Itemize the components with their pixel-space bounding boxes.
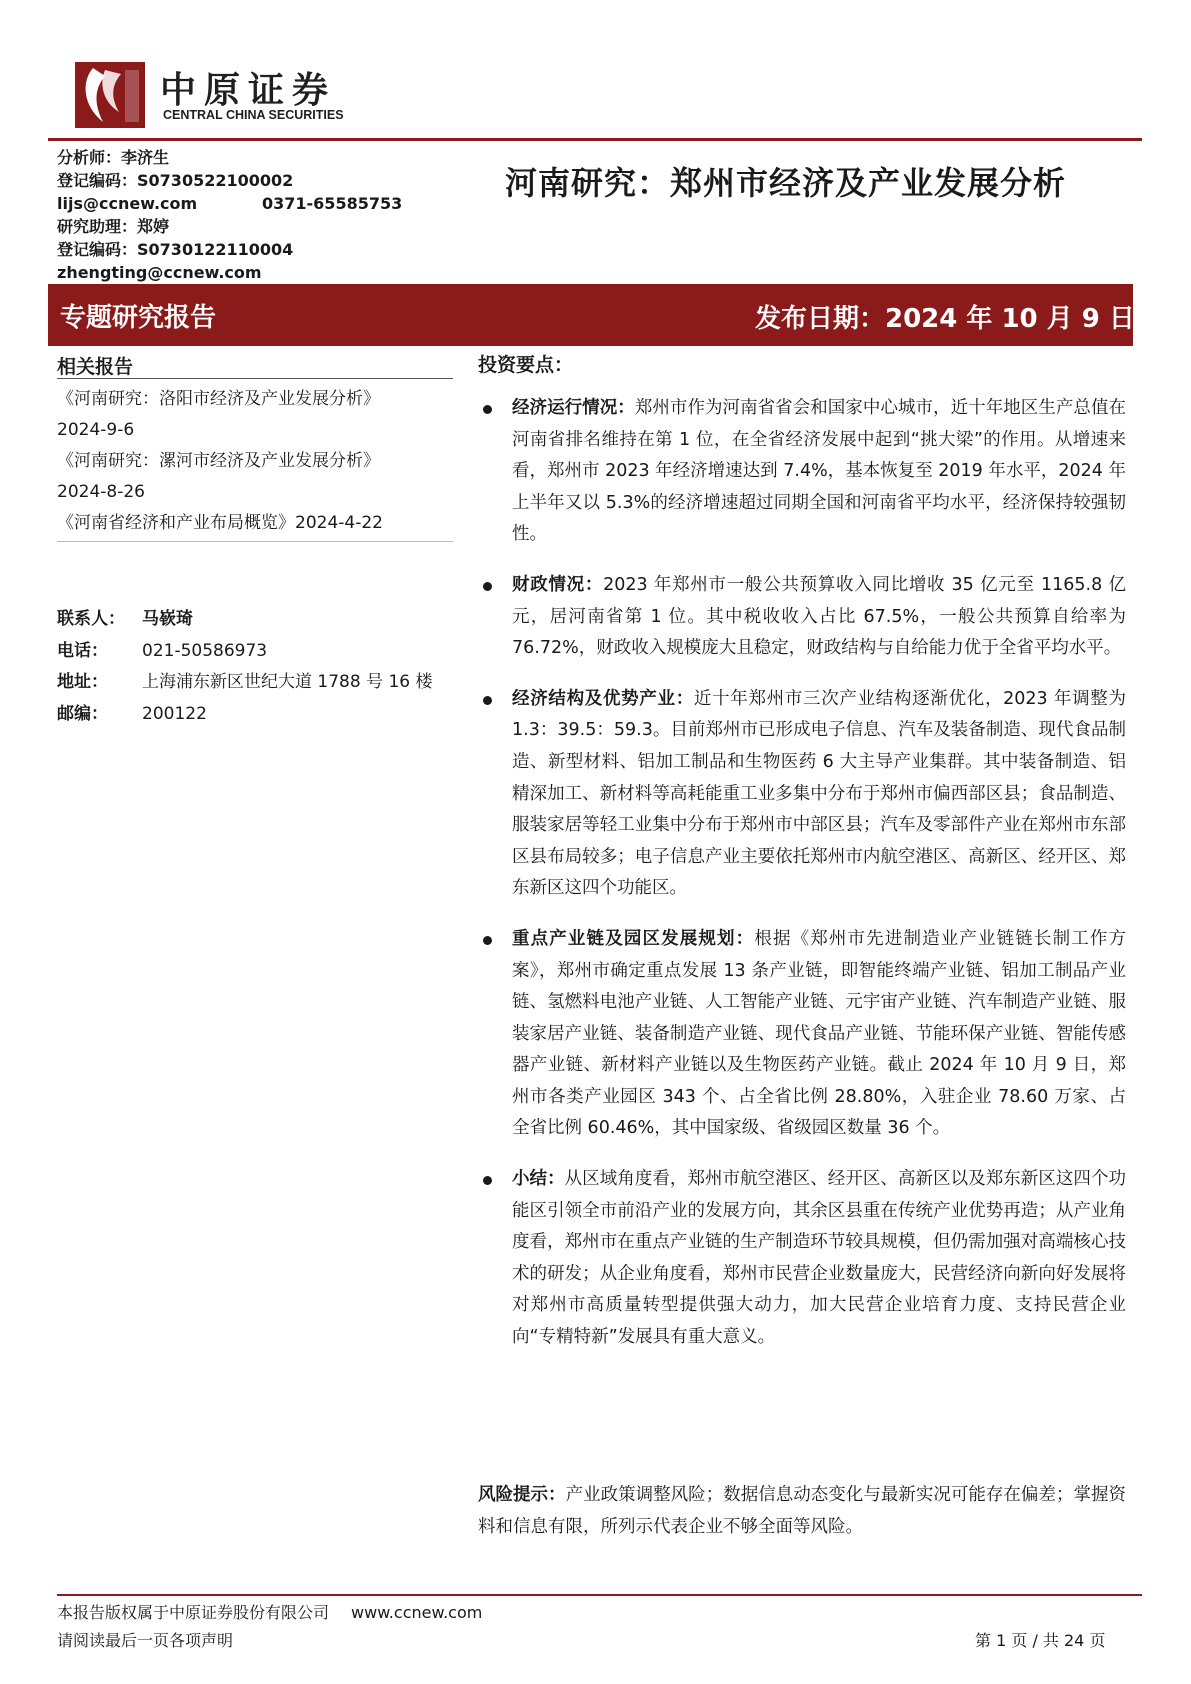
related-report-date: 2024-9-6 [57, 420, 135, 440]
highlight-text: 2023 年郑州市一般公共预算收入同比增收 35 亿元至 1165.8 亿元，居河南省第 1 位。其中税收收入占比 67.5%，一般公共预算自给率为 76.72%，财政收入规模庞大且稳定，财政结构与自给能力优于全省平均水平。 [512, 574, 1126, 659]
contact-zip: 200122 [142, 703, 207, 724]
contact-info [57, 604, 457, 730]
analyst-phone: 0371-65585753 [262, 194, 403, 213]
page-number: 第 1 页 / 共 24 页 [975, 1631, 1106, 1650]
highlight-industry-chain [478, 924, 1126, 1145]
risk-text: 产业政策调整风险；数据信息动态变化与最新实况可能存在偏差；掌握资料和信息有限，所列示代表企业不够全面等风险。 [478, 1485, 1127, 1537]
related-divider [57, 378, 453, 379]
registration-label: 登记编码： [57, 171, 138, 190]
contact-person-label: 联系人： [57, 609, 125, 629]
highlight-label: 财政情况： [512, 574, 604, 595]
contact-person: 马嵚琦 [142, 609, 193, 629]
company-logo-mark [75, 62, 145, 128]
related-reports-list [57, 384, 457, 539]
bullet-icon [483, 405, 492, 414]
footer-url-link[interactable]: www.ccnew.com [351, 1603, 483, 1622]
report-title: 河南研究：郑州市经济及产业发展分析 [505, 164, 1067, 202]
bullet-icon [483, 936, 492, 945]
header-divider [48, 138, 1142, 141]
related-report-item[interactable]: 《河南研究：漯河市经济及产业发展分析》 [57, 451, 380, 471]
highlight-label: 重点产业链及园区发展规划： [512, 928, 755, 949]
investment-highlights [478, 393, 1126, 1354]
zip-label: 邮编： [57, 703, 108, 724]
highlight-text: 郑州市作为河南省省会和国家中心城市，近十年地区生产总值在河南省排名维持在第 1 位，在全省经济发展中起到“挑大梁”的作用。从增速来看，郑州市 2023 年经济增速达到 7.4%，基本恢复至 2019 年水平，2024 年上半年又以 5.3%的经济增速超过同期全国和河南省平均水平，经济保持较强韧性。 [512, 398, 1127, 545]
bullet-icon [483, 696, 492, 705]
company-name-en: CENTRAL CHINA SECURITIES [163, 108, 344, 122]
related-bottom-divider [57, 541, 453, 542]
highlight-text: 从区域角度看，郑州市航空港区、经开区、高新区以及郑东新区这四个功能区引领全市前沿产业的发展方向，其余区县重在传统产业优势再造；从产业角度看，郑州市在重点产业链的生产制造环节较具规模，但仍需加强对高端核心技术的研发；从企业角度看，郑州市民营企业数量庞大，民营经济向新向好发展将对郑州市高质量转型提供强大动力，加大民营企业培育力度、支持民营企业向“专精特新”发展具有重大意义。 [512, 1169, 1127, 1348]
company-name-cn: 中原证券 [160, 69, 337, 111]
bullet-icon [483, 582, 492, 591]
registration-code: S0730522100002 [137, 171, 294, 190]
highlight-summary [478, 1164, 1126, 1354]
analyst-info [57, 146, 457, 284]
analyst-label: 分析师： [57, 148, 122, 167]
registration-code: S0730122110004 [137, 240, 294, 259]
assistant-email[interactable]: zhengting@ccnew.com [57, 263, 262, 282]
related-reports-heading: 相关报告 [57, 356, 134, 378]
highlight-text: 近十年郑州市三次产业结构逐渐优化，2023 年调整为 1.3：39.5：59.3。目前郑州市已形成电子信息、汽车及装备制造、现代食品制造、新型材料、铝加工制品和生物医药 6 大主导产业集群。其中装备制造、铝精深加工、新材料等高耗能重工业多集中分布于郑州市偏西部区县；食品制造、服装家居等轻工业集中分布于郑州市中部区县；汽车及零部件产业在郑州市东部区县布局较多；电子信息产业主要依托郑州市内航空港区、高新区、经开区、郑东新区这四个功能区。 [512, 688, 1126, 899]
related-report-item[interactable]: 《河南省经济和产业布局概览》2024-4-22 [57, 513, 383, 533]
contact-address: 上海浦东新区世纪大道 1788 号 16 楼 [142, 672, 433, 692]
analyst-email[interactable]: lijs@ccnew.com [57, 194, 198, 213]
bullet-icon [483, 1176, 492, 1185]
highlight-label: 经济运行情况： [512, 398, 635, 418]
report-type: 专题研究报告 [60, 303, 217, 333]
related-report-item[interactable]: 《河南研究：洛阳市经济及产业发展分析》 [57, 389, 380, 409]
footer-copyright-line [57, 1600, 482, 1623]
footer-divider [57, 1594, 1142, 1596]
highlight-economy [478, 393, 1126, 551]
highlight-label: 小结： [512, 1169, 565, 1190]
related-report-date: 2024-8-26 [57, 482, 145, 502]
registration-label: 登记编码： [57, 240, 138, 259]
investment-highlights-heading: 投资要点： [478, 354, 574, 376]
footer-disclaimer: 请阅读最后一页各项声明 [57, 1631, 234, 1650]
publish-date: 发布日期：2024 年 10 月 9 日 [755, 304, 1135, 334]
highlight-fiscal [478, 570, 1126, 665]
assistant-name: 郑婷 [137, 217, 170, 236]
address-label: 地址： [57, 672, 108, 692]
footer-copyright: 本报告版权属于中原证券股份有限公司 [57, 1603, 330, 1622]
phone-label: 电话： [57, 640, 108, 661]
highlight-text: 根据《郑州市先进制造业产业链链长制工作方案》，郑州市确定重点发展 13 条产业链，即智能终端产业链、铝加工制品产业链、氢燃料电池产业链、人工智能产业链、元宇宙产业链、汽车制造产业链、服装家居产业链、装备制造产业链、现代食品产业链、节能环保产业链、智能传感器产业链、新材料产业链以及生物医药产业链。截止 2024 年 10 月 9 日，郑州市各类产业园区 343 个、占全省比例 28.80%，入驻企业 78.60 万家、占全省比例 60.46%，其中国家级、省级园区数量 36 个。 [512, 928, 1126, 1139]
contact-phone: 021-50586973 [142, 640, 268, 661]
highlight-structure [478, 684, 1126, 905]
risk-label: 风险提示： [478, 1485, 566, 1505]
analyst-name: 李济生 [121, 148, 170, 167]
highlight-label: 经济结构及优势产业： [512, 688, 694, 709]
assistant-label: 研究助理： [57, 217, 138, 236]
risk-warning [478, 1480, 1126, 1543]
